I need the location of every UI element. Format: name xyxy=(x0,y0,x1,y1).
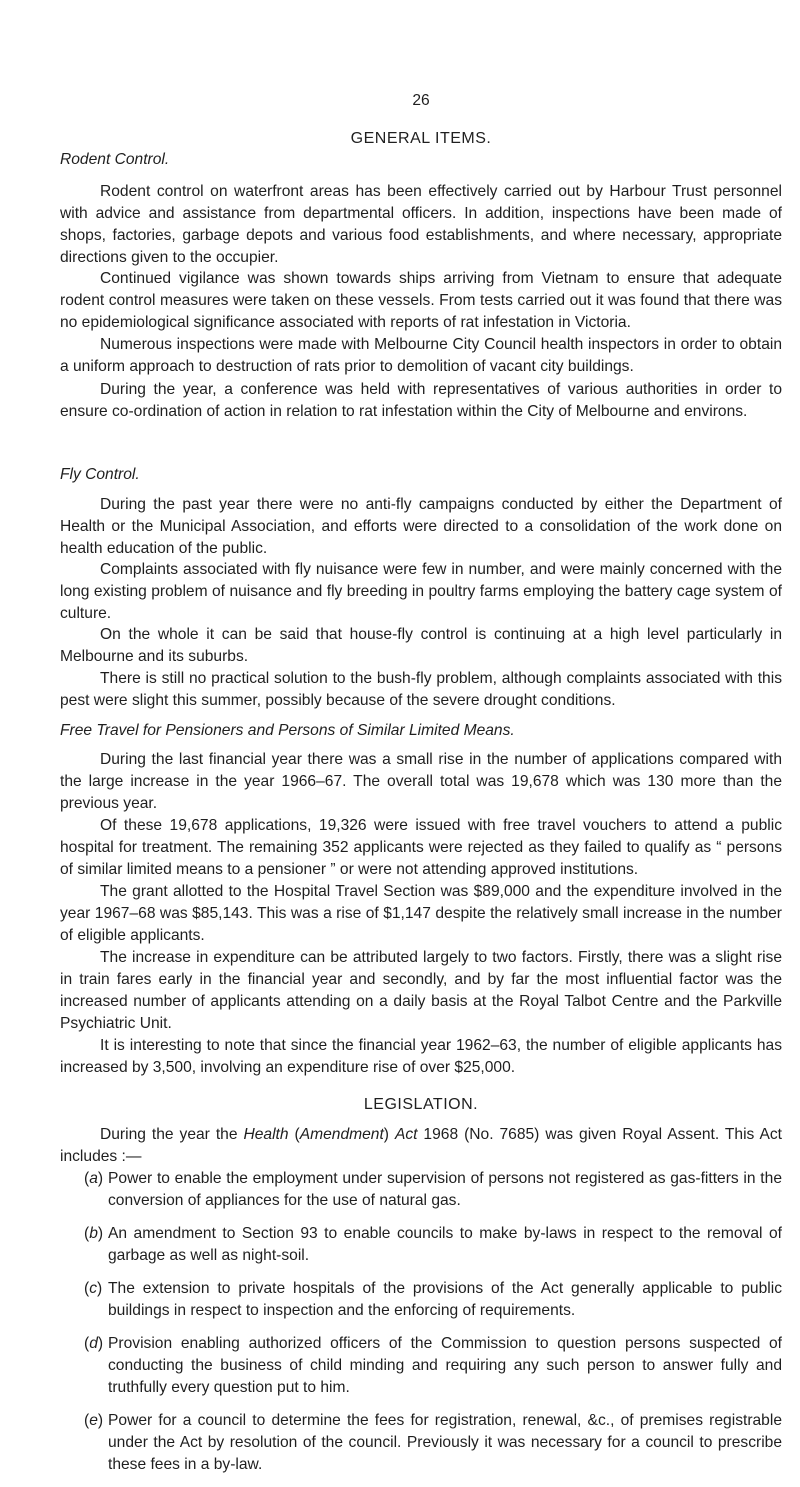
rodent-paragraph: Numerous inspections were made with Melbourne City Council health inspectors in order to obtain a uniform approach to destruction of rats prior to demolition of vacant city buildings. xyxy=(60,336,782,375)
rodent-paragraph-3-block xyxy=(60,334,782,378)
page-number: 26 xyxy=(412,92,430,109)
intro-act-name-act: Act xyxy=(394,1126,418,1143)
legislation-title: LEGISLATION. xyxy=(363,1096,479,1113)
fly-paragraph-4-block xyxy=(60,668,782,712)
intro-text-after: 1968 (No. 7685) was given Royal Assent. This Act includes :— xyxy=(60,1126,782,1165)
free-travel-heading: Free Travel for Pensioners and Persons of Similar Limited Means. xyxy=(60,722,515,739)
rodent-paragraph-4-block xyxy=(60,379,782,423)
travel-paragraph-2-block xyxy=(60,815,782,881)
legislation-items xyxy=(60,1168,782,1476)
legislation-intro-block xyxy=(60,1124,782,1168)
item-marker: (b) xyxy=(84,1225,104,1242)
fly-paragraph: During the past year there were no anti-fly campaigns conducted by either the Department of Health or the Municipal Association, and efforts were directed to a consolidation of the work done on health education of the public. xyxy=(60,496,782,557)
rodent-paragraph: Continued vigilance was shown towards ships arriving from Vietnam to ensure that adequate rodent control measures were taken on these vessels. From tests carried out it was found that there was no epidemiological significance associated with reports of rat infestation in Victoria. xyxy=(60,270,782,331)
travel-paragraph-4-block xyxy=(60,947,782,1035)
item-text: Power for a council to determine the fees for registration, renewal, &c., of premises registrable under the Act by resolution of the council. Previously it was necessary for a council to prescribe these fees in a by-law. xyxy=(108,1412,782,1473)
legislation-section xyxy=(60,1094,782,1116)
legislation-item xyxy=(60,1410,782,1476)
rodent-paragraph-1-block xyxy=(60,181,782,269)
rodent-paragraph: During the year, a conference was held with representatives of various authorities in order to ensure co-ordination of action in relation to rat infestation within the City of Melbourne and environs. xyxy=(60,381,782,420)
rodent-paragraph-2-block xyxy=(60,268,782,334)
legislation-intro xyxy=(60,1124,782,1168)
legislation-item xyxy=(60,1278,782,1322)
travel-paragraph: During the last financial year there was a small rise in the number of applications compared with the large increase in the year 1966–67. The overall total was 19,678 which was 130 more than the previous year. xyxy=(60,751,782,812)
legislation-item xyxy=(60,1223,782,1267)
intro-paren-open: ( xyxy=(288,1126,300,1143)
item-marker: (c) xyxy=(84,1280,103,1297)
legislation-item xyxy=(60,1333,782,1399)
legislation-items-block xyxy=(60,1168,782,1487)
travel-paragraph: The grant allotted to the Hospital Travel Section was $89,000 and the expenditure involved in the year 1967–68 was $85,143. This was a rise of $1,147 despite the relatively small increase in the number of eligible applicants. xyxy=(60,883,782,944)
fly-paragraph: On the whole it can be said that house-fly control is continuing at a high level particularly in Melbourne and its suburbs. xyxy=(60,626,782,665)
travel-paragraph-1-block xyxy=(60,749,782,815)
item-text: An amendment to Section 93 to enable councils to make by-laws in respect to the removal of garbage as well as night-soil. xyxy=(108,1225,782,1264)
fly-paragraph-1-block xyxy=(60,494,782,560)
travel-paragraph-3-block xyxy=(60,881,782,947)
travel-paragraph: Of these 19,678 applications, 19,326 were issued with free travel vouchers to attend a public hospital for treatment. The remaining 352 applicants were rejected as they failed to qualify as “ persons of similar limited means to a pensioner ” or were not attending approved institutions. xyxy=(60,817,782,878)
item-text: Power to enable the employment under supervision of persons not registered as gas-fitters in the conversion of appliances for the use of natural gas. xyxy=(108,1170,782,1209)
travel-paragraph: The increase in expenditure can be attributed largely to two factors. Firstly, there was a slight rise in train fares early in the financial year and secondly, and by far the most influential factor was the increased number of applicants attending on a daily basis at the Royal Talbot Centre and the Parkville Psychiatric Unit. xyxy=(60,949,782,1032)
rodent-control-section xyxy=(60,149,782,171)
rodent-control-heading: Rodent Control. xyxy=(60,151,170,168)
travel-paragraph-5-block xyxy=(60,1035,782,1079)
intro-act-name-amendment: Amendment xyxy=(299,1126,384,1143)
item-text: Provision enabling authorized officers of the Commission to question persons suspected of conducting the business of child minding and requiring any such person to answer fully and truthfully every question put to him. xyxy=(108,1335,782,1396)
travel-paragraph: It is interesting to note that since the financial year 1962–63, the number of eligible applicants has increased by 3,500, involving an expenditure rise of over $25,000. xyxy=(60,1037,782,1076)
intro-paren-close: ) xyxy=(383,1126,395,1143)
fly-control-section xyxy=(60,464,782,486)
intro-act-name-health: Health xyxy=(243,1126,289,1143)
rodent-paragraph: Rodent control on waterfront areas has been effectively carried out by Harbour Trust personnel with advice and assistance from departmental officers. In addition, inspections have been made of shops, factories, garbage depots and various food establishments, and where necessary, appropriate directions given to the occupier. xyxy=(60,183,782,266)
general-items-title: GENERAL ITEMS. xyxy=(350,130,492,147)
fly-paragraph: There is still no practical solution to the bush-fly problem, although complaints associated with this pest were slight this summer, possibly because of the severe drought conditions. xyxy=(60,670,782,709)
item-marker: (d) xyxy=(84,1335,104,1352)
item-text: The extension to private hospitals of the provisions of the Act generally applicable to public buildings in respect to inspection and the enforcing of requirements. xyxy=(108,1280,782,1319)
item-marker: (a) xyxy=(84,1170,104,1187)
item-marker: (e) xyxy=(84,1412,104,1429)
fly-paragraph: Complaints associated with fly nuisance were few in number, and were mainly concerned with the long existing problem of nuisance and fly breeding in poultry farms employing the battery cage system of culture. xyxy=(60,561,782,622)
fly-paragraph-2-block xyxy=(60,559,782,625)
free-travel-section xyxy=(60,720,782,742)
fly-paragraph-3-block xyxy=(60,624,782,668)
legislation-item xyxy=(60,1168,782,1212)
general-items-section xyxy=(60,128,782,150)
intro-text-before: During the year the xyxy=(100,1126,244,1143)
fly-control-heading: Fly Control. xyxy=(60,466,140,483)
